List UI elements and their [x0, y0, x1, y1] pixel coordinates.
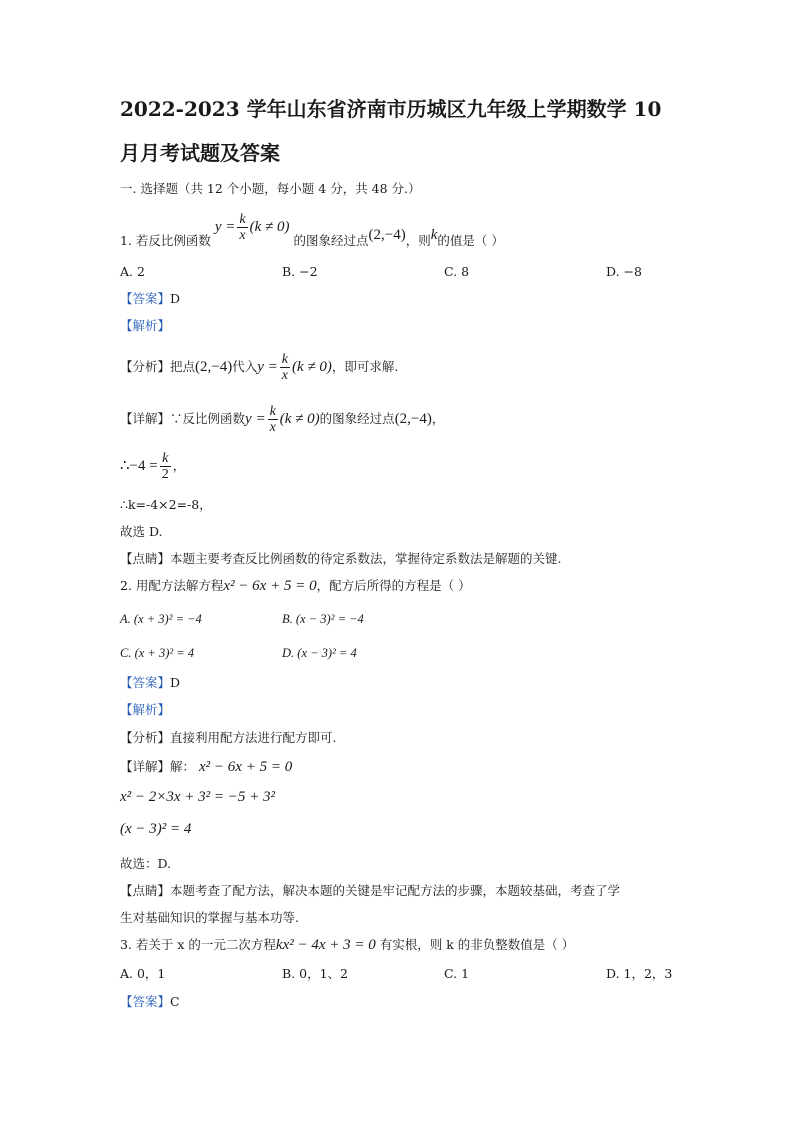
- q2-step1: x² − 2×3x + 3² = −5 + 3²: [120, 789, 276, 805]
- q1-analysis-tag: 【解析】: [120, 318, 171, 333]
- q1-answer: 【答案】D: [120, 291, 181, 306]
- q1-point: (2,−4): [368, 227, 406, 243]
- q3-option-a: A. 0，1: [120, 966, 166, 981]
- q1-option-b: B. −2: [282, 264, 318, 279]
- document-title-line1: 2022-2023 学年山东省济南市历城区九年级上学期数学 10: [120, 97, 662, 121]
- q2-option-d: D. (x − 3)² = 4: [282, 646, 357, 660]
- q2-dianjing-line1: 【点睛】本题考查了配方法，解决本题的关键是牢记配方法的步骤，本题较基础，考查了学: [120, 883, 621, 898]
- q3-answer: 【答案】C: [120, 994, 180, 1009]
- q2-option-a: A. (x + 3)² = −4: [120, 612, 202, 626]
- q2-option-b: B. (x − 3)² = −4: [282, 612, 364, 626]
- q1-function: y = $\frac{k}{x}$ (k ≠ 0): [214, 212, 290, 243]
- q3-option-c: C. 1: [444, 966, 470, 981]
- q1-fraction: $\frac{k}{x}$: [239, 212, 246, 243]
- q1-dianjing: 【点睛】本题主要考查反比例函数的待定系数法，掌握待定系数法是解题的关键.: [120, 551, 562, 566]
- q1-prefix: 1. 若反比例函数: [120, 233, 211, 248]
- q2-option-c: C. (x + 3)² = 4: [120, 646, 195, 660]
- q2-answer: 【答案】D: [120, 675, 181, 690]
- q1-choose: 故选 D.: [120, 524, 163, 539]
- document-title-line2: 月月考试题及答案: [120, 141, 280, 165]
- q1-step2: ∴k=-4×2=-8，: [120, 497, 212, 512]
- q2-dianjing-line2: 生对基础知识的掌握与基本功等.: [120, 910, 299, 925]
- question-3: 3. 若关于 x 的一元二次方程kx² − 4x + 3 = 0 有实根，则 k 的非负整数值是（ ）: [120, 937, 575, 953]
- q1-fenxi: 【分析】把点(2,−4)代入y = $\frac{k}{x}$ (k ≠ 0)，即可求解.: [120, 352, 399, 383]
- q2-fenxi: 【分析】直接利用配方法进行配方即可.: [120, 730, 337, 745]
- question-1: 1. 若反比例函数 y = $\frac{k}{x}$ (k ≠ 0) 的图象经过点(2,−4)，则k的值是（ ）: [120, 212, 504, 248]
- q1-option-c: C. 8: [444, 264, 470, 279]
- q3-option-b: B. 0，1、2: [282, 966, 348, 981]
- q2-step2: (x − 3)² = 4: [120, 821, 192, 837]
- q1-step1: ∴−4 = $\frac{k}{2}$ ，: [120, 451, 186, 482]
- question-2: 2. 用配方法解方程x² − 6x + 5 = 0，配方后所得的方程是（ ）: [120, 578, 471, 594]
- q1-option-a: A. 2: [120, 264, 145, 279]
- q1-xiangjie: 【详解】∵反比例函数y = $\frac{k}{x}$ (k ≠ 0)的图象经过点(2,−4)，: [120, 404, 445, 435]
- q2-analysis-tag: 【解析】: [120, 702, 171, 717]
- section-heading: 一. 选择题（共 12 个小题，每小题 4 分，共 48 分.）: [120, 181, 421, 196]
- q3-option-d: D. 1，2，3: [606, 966, 673, 981]
- q2-choose: 故选：D.: [120, 856, 172, 871]
- q1-option-d: D. −8: [606, 264, 642, 279]
- q2-xiangjie: 【详解】解： x² − 6x + 5 = 0: [120, 759, 293, 775]
